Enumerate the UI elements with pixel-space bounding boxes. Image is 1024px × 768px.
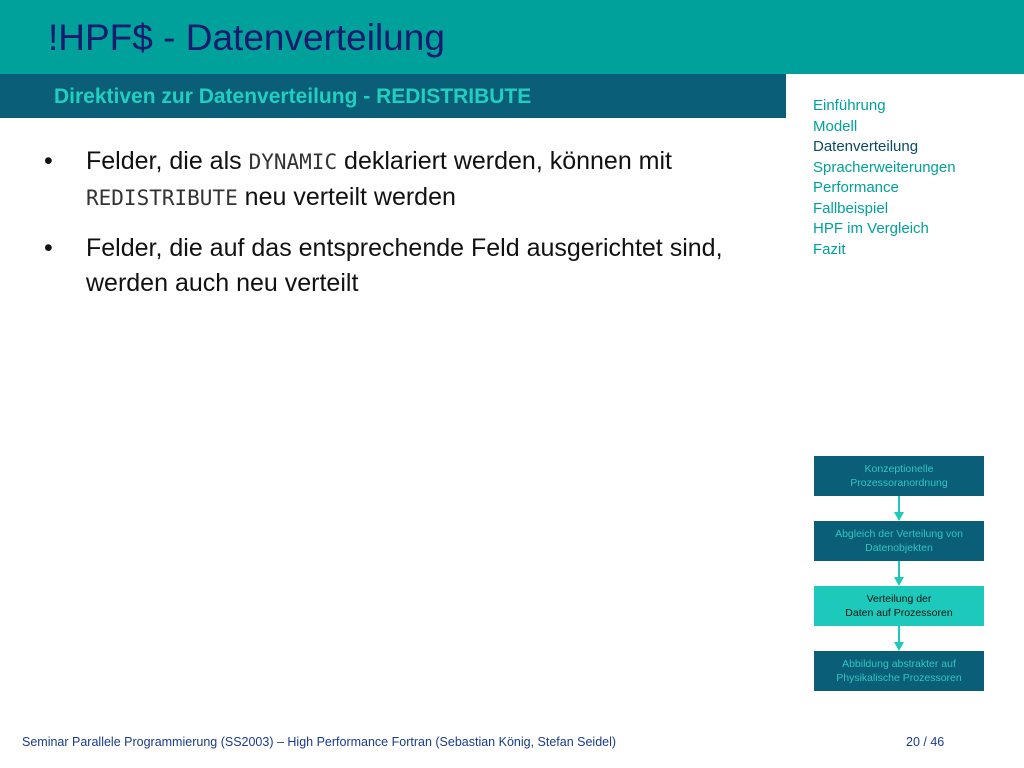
flow-step-abbildung xyxy=(814,651,984,691)
nav-item-datenverteilung[interactable]: Datenverteilung xyxy=(813,138,919,155)
arrow-down-icon xyxy=(894,496,904,521)
nav-item-einfuehrung[interactable]: Einführung xyxy=(813,97,886,114)
main-content xyxy=(44,144,764,316)
page-number: 20 / 46 xyxy=(906,735,945,749)
section-nav xyxy=(813,96,1013,260)
bullet-item xyxy=(44,231,764,301)
bullet-item xyxy=(44,144,764,216)
bullet-icon: • xyxy=(44,147,53,175)
code-keyword: DYNAMIC xyxy=(248,150,338,174)
bullet-text: Felder, die als xyxy=(86,147,249,175)
bullet-text: Felder, die auf das entsprechende Feld ausgerichtet sind, werden auch neu verteilt xyxy=(86,234,723,297)
arrow-down-icon xyxy=(894,561,904,586)
subtitle-bar xyxy=(0,74,786,118)
nav-item-fazit[interactable]: Fazit xyxy=(813,240,846,258)
slide-subtitle: Direktiven zur Datenverteilung - REDISTRIBUTE xyxy=(54,85,532,108)
flow-step-label: Abgleich der Verteilung von Datenobjekten xyxy=(835,528,963,554)
nav-item-modell[interactable]: Modell xyxy=(813,117,858,135)
arrow-down-icon xyxy=(894,626,904,651)
bullet-text: deklariert werden, können mit xyxy=(337,147,672,175)
nav-item-spracherweiterungen[interactable]: Spracherweiterungen xyxy=(813,158,956,176)
flow-step-label: Konzeptionelle Prozessoranordnung xyxy=(850,463,948,489)
code-keyword: REDISTRIBUTE xyxy=(86,186,238,210)
flow-step-verteilung-active xyxy=(814,586,984,626)
bullet-text: neu verteilt werden xyxy=(237,183,456,211)
title-bar xyxy=(0,0,1024,74)
nav-item-fallbeispiel[interactable]: Fallbeispiel xyxy=(813,199,889,217)
footer-text: Seminar Parallele Programmierung (SS2003) – High Performance Fortran (Sebastian König, Stefan Seidel) xyxy=(22,735,617,749)
flow-step-prozessoranordnung xyxy=(814,456,984,496)
flow-step-abgleich xyxy=(814,521,984,561)
slide-title: !HPF$ - Datenverteilung xyxy=(48,17,445,58)
nav-item-performance[interactable]: Performance xyxy=(813,179,899,196)
flow-step-label: Abbildung abstrakter auf Physikalische Prozessoren xyxy=(836,658,962,684)
nav-item-hpf-im-vergleich[interactable]: HPF im Vergleich xyxy=(813,220,929,237)
flow-step-label: Verteilung der Daten auf Prozessoren xyxy=(845,593,953,619)
bullet-icon: • xyxy=(44,234,53,262)
